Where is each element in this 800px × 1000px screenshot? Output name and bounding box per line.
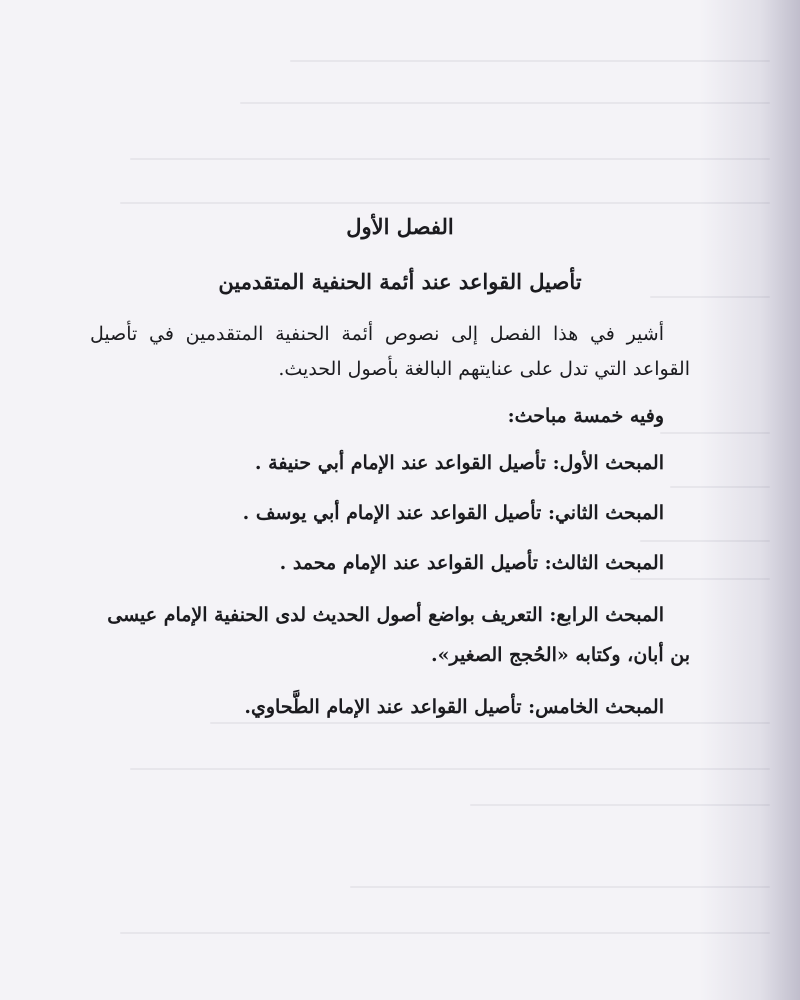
topic-item	[90, 689, 690, 725]
topic-item	[90, 445, 690, 481]
bleed-through-line	[130, 158, 770, 160]
bleed-through-line	[240, 102, 770, 104]
topic-item	[90, 595, 690, 675]
topic-text: تأصيل القواعد عند الإمام أبي يوسف .	[242, 502, 542, 524]
topic-label: المبحث الأول:	[552, 452, 664, 474]
chapter-subtitle: تأصيل القواعد عند أئمة الحنفية المتقدمين	[218, 269, 582, 294]
chapter-title: الفصل الأول	[346, 214, 454, 239]
topic-item	[90, 545, 690, 581]
topic-label: المبحث الثالث:	[544, 552, 664, 574]
bleed-through-line	[290, 60, 770, 62]
topic-text: تأصيل القواعد عند الإمام أبي حنيفة .	[254, 452, 546, 474]
intro-paragraph: أشير في هذا الفصل إلى نصوص أئمة الحنفية المتقدمين في تأصيل القواعد التي تدل على عنايتهم البالغة بأصول الحديث.	[90, 323, 690, 380]
bleed-through-line	[120, 202, 770, 204]
topic-label: المبحث الرابع:	[549, 604, 664, 626]
page-content	[90, 212, 690, 739]
bleed-through-line	[130, 768, 770, 770]
bleed-through-line	[470, 804, 770, 806]
bleed-through-line	[350, 886, 770, 888]
topic-text: تأصيل القواعد عند الإمام محمد .	[279, 552, 538, 574]
topic-label: المبحث الخامس:	[528, 696, 664, 718]
topic-label: المبحث الثاني:	[547, 502, 664, 524]
topic-text: تأصيل القواعد عند الإمام الطَّحاوي.	[244, 696, 522, 718]
topics-lead: وفيه خمسة مباحث:	[507, 405, 664, 427]
topic-text: التعريف بواضع أصول الحديث لدى الحنفية الإمام عيسى بن أبان، وكتابه «الحُجج الصغير».	[107, 604, 690, 666]
bleed-through-line	[120, 932, 770, 934]
topic-item	[90, 495, 690, 531]
